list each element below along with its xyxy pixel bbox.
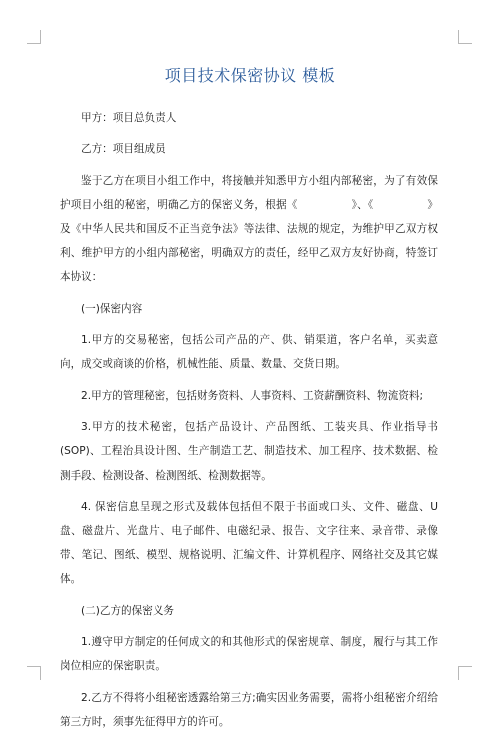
crop-mark-bottom-right bbox=[458, 666, 472, 680]
clause-technical-secrets: 3.甲方的技术秘密，包括产品设计、产品图纸、工装夹具、作业指导书(SOP)、工程治具设计图、生产制造工艺、制造技术、加工程序、技术数据、检测手段、检测设备、检测图纸、检测数据等。 bbox=[60, 421, 438, 482]
preamble-paragraph: 鉴于乙方在项目小组工作中，将接触并知悉甲方小组内部秘密，为了有效保护项目小组的秘密，明确乙方的保密义务，根据《 》、《 》及《中华人民共和国反不正当竞争法》等法律、法规的规定，为维护甲乙双方权利、维护甲方的小组内部秘密，明确双方的责任，经甲乙双方友好协商，特签订本协议： bbox=[60, 174, 438, 284]
document-title: 项目技术保密协议 模板 bbox=[164, 66, 336, 85]
obligation-clause-2: 2.乙方不得将小组秘密透露给第三方;确实因业务需要，需将小组秘密介绍给第三方时，须事先征得甲方的许可。 bbox=[60, 691, 438, 728]
section-heading-confidential-content: (一)保密内容 bbox=[81, 302, 143, 315]
document-body bbox=[60, 106, 438, 741]
crop-mark-top-right bbox=[458, 30, 472, 44]
clause-management-secrets: 2.甲方的管理秘密，包括财务资料、人事资料、工资薪酬资料、物流资料; bbox=[81, 389, 424, 402]
clause-information-media: 4. 保密信息呈现之形式及载体包括但不限于书面或口头、文件、磁盘、U 盘、磁盘片、光盘片、电子邮件、电磁纪录、报告、文字往来、录音带、录像带、笔记、图纸、模型、规格说明、汇编文件、计算机程序、网络社交及其它媒体。 bbox=[60, 501, 438, 586]
crop-mark-top-left bbox=[27, 30, 41, 44]
party-a-line: 甲方：项目总负责人 bbox=[81, 112, 177, 124]
clause-trade-secrets: 1.甲方的交易秘密，包括公司产品的产、供、销渠道，客户名单，买卖意向，成交或商谈的价格，机械性能、质量、数量、交货日期。 bbox=[60, 334, 438, 371]
party-b-line: 乙方：项目组成员 bbox=[81, 143, 166, 156]
section-heading-obligations: (二)乙方的保密义务 bbox=[81, 604, 175, 617]
obligation-clause-1: 1.遵守甲方制定的任何成文的和其他形式的保密规章、制度，履行与其工作岗位相应的保密职责。 bbox=[60, 636, 438, 673]
crop-mark-bottom-left bbox=[27, 666, 41, 680]
